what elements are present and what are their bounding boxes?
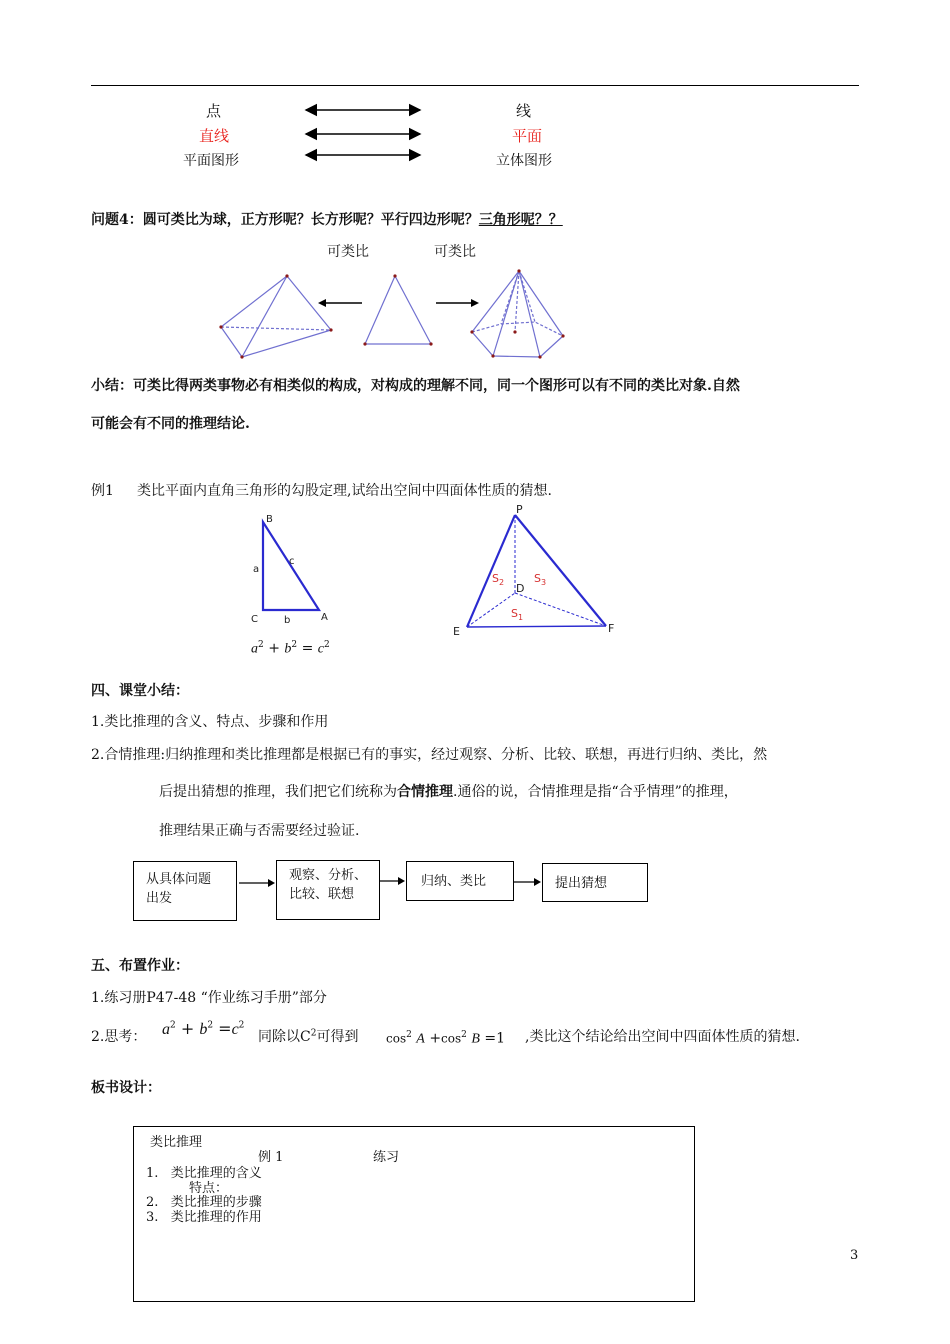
pythagoras-formula: $a^2 + b^2 = c^2$ <box>251 640 330 657</box>
example-1-text: 类比平面内直角三角形的勾股定理,试给出空间中四面体性质的猜想. <box>137 483 552 499</box>
top-rule <box>91 85 859 86</box>
label-E: E <box>453 625 460 638</box>
tetrahedron-pdef-figure <box>448 500 628 642</box>
analogy-left-3: 平面图形 <box>183 153 239 169</box>
bold-term: 合情推理 <box>397 784 453 800</box>
page-number: 3 <box>850 1248 859 1263</box>
section-4-item-2-line-1: 2.合情推理:归纳推理和类比推理都是根据已有的事实，经过观察、分析、比较、联想，再进行归纳、类比，然 <box>91 747 768 763</box>
analogy-left-2: 直线 <box>199 127 230 145</box>
section-4-item-1: 1.类比推理的含义、特点、步骤和作用 <box>91 714 329 730</box>
label-S2: $S_2$ <box>492 572 505 587</box>
label-b: b <box>284 615 291 626</box>
flow-box-4: 提出猜想 <box>542 863 648 902</box>
section-5-item-2: 2.思考： <box>91 1029 147 1045</box>
label-P: P <box>516 503 523 516</box>
question-4-underlined: 三角形呢？？ <box>478 212 563 228</box>
board-heading: 板书设计： <box>91 1080 161 1096</box>
board-col-practice: 练习 <box>373 1150 400 1165</box>
flow-arrows <box>237 870 547 900</box>
label-c: c <box>289 556 295 567</box>
summary-line-2: 可能会有不同的推理结论. <box>91 416 250 432</box>
label-A: A <box>321 612 328 623</box>
summary-line-1: 小结：可类比得两类事物必有相类似的构成，对构成的理解不同，同一个图形可以有不同的类比对象.自然 <box>91 378 740 394</box>
section-4-heading: 四、课堂小结： <box>91 683 189 699</box>
section-5-item-2-post: ,类比这个结论给出空间中四面体性质的猜想. <box>525 1029 800 1045</box>
analogy-figures <box>210 262 590 367</box>
question-4-text: 问题4：圆可类比为球，正方形呢？长方形呢？平行四边形呢？ <box>91 212 479 228</box>
cos-formula: $\cos^2 A +\cos^2$ B =1 <box>386 1030 505 1047</box>
board-item-1: 1. 类比推理的含义 <box>146 1166 262 1181</box>
label-S1: $S_1$ <box>511 607 524 622</box>
board-col-example: 例 1 <box>258 1150 284 1165</box>
section-5-formula: $a^2 + b^2 =c^2$ <box>162 1019 245 1038</box>
label-S3: $S_3$ <box>534 572 547 587</box>
question-4 <box>91 209 569 229</box>
board-item-2: 2. 类比推理的步骤 <box>146 1195 262 1210</box>
tetrahedron-figure <box>221 276 331 357</box>
analogy-right-1: 线 <box>516 102 532 120</box>
label-C: C <box>251 614 258 625</box>
section-5-item-2-mid: 同除以$C^2$可得到 <box>258 1028 359 1045</box>
label-B: B <box>266 514 273 525</box>
flow-box-3: 归纳、类比 <box>406 861 514 901</box>
analogy-right-2: 平面 <box>512 127 543 145</box>
flow-box-2: 观察、分析、 比较、联想 <box>276 860 380 920</box>
label-F: F <box>608 622 615 635</box>
label-D: D <box>516 582 525 595</box>
board-title: 类比推理 <box>150 1135 203 1150</box>
flow-box-1: 从具体问题 出发 <box>133 861 237 921</box>
section-5-item-1: 1.练习册P47-48 “作业练习手册”部分 <box>91 990 327 1006</box>
section-5-heading: 五、布置作业： <box>91 958 189 974</box>
double-arrows <box>290 100 430 170</box>
triangle-figure <box>365 276 431 344</box>
section-4-item-2-line-2: 后提出猜想的推理，我们把它们统称为合情推理.通俗的说，合情推理是指“合乎情理”的推理， <box>159 784 738 800</box>
board-item-3: 3. 类比推理的作用 <box>146 1210 262 1225</box>
analogy-label-left: 可类比 <box>327 244 369 260</box>
analogy-right-3: 立体图形 <box>496 153 552 169</box>
analogy-left-1: 点 <box>206 102 222 120</box>
board-item-1-sub: 特点： <box>189 1181 229 1196</box>
section-4-item-2-line-3: 推理结果正确与否需要经过验证. <box>159 823 360 839</box>
pyramid-figure <box>472 271 563 357</box>
label-a: a <box>253 564 260 575</box>
example-1-label: 例1 <box>91 483 114 499</box>
right-triangle-figure <box>245 508 345 630</box>
analogy-label-right: 可类比 <box>434 244 476 260</box>
